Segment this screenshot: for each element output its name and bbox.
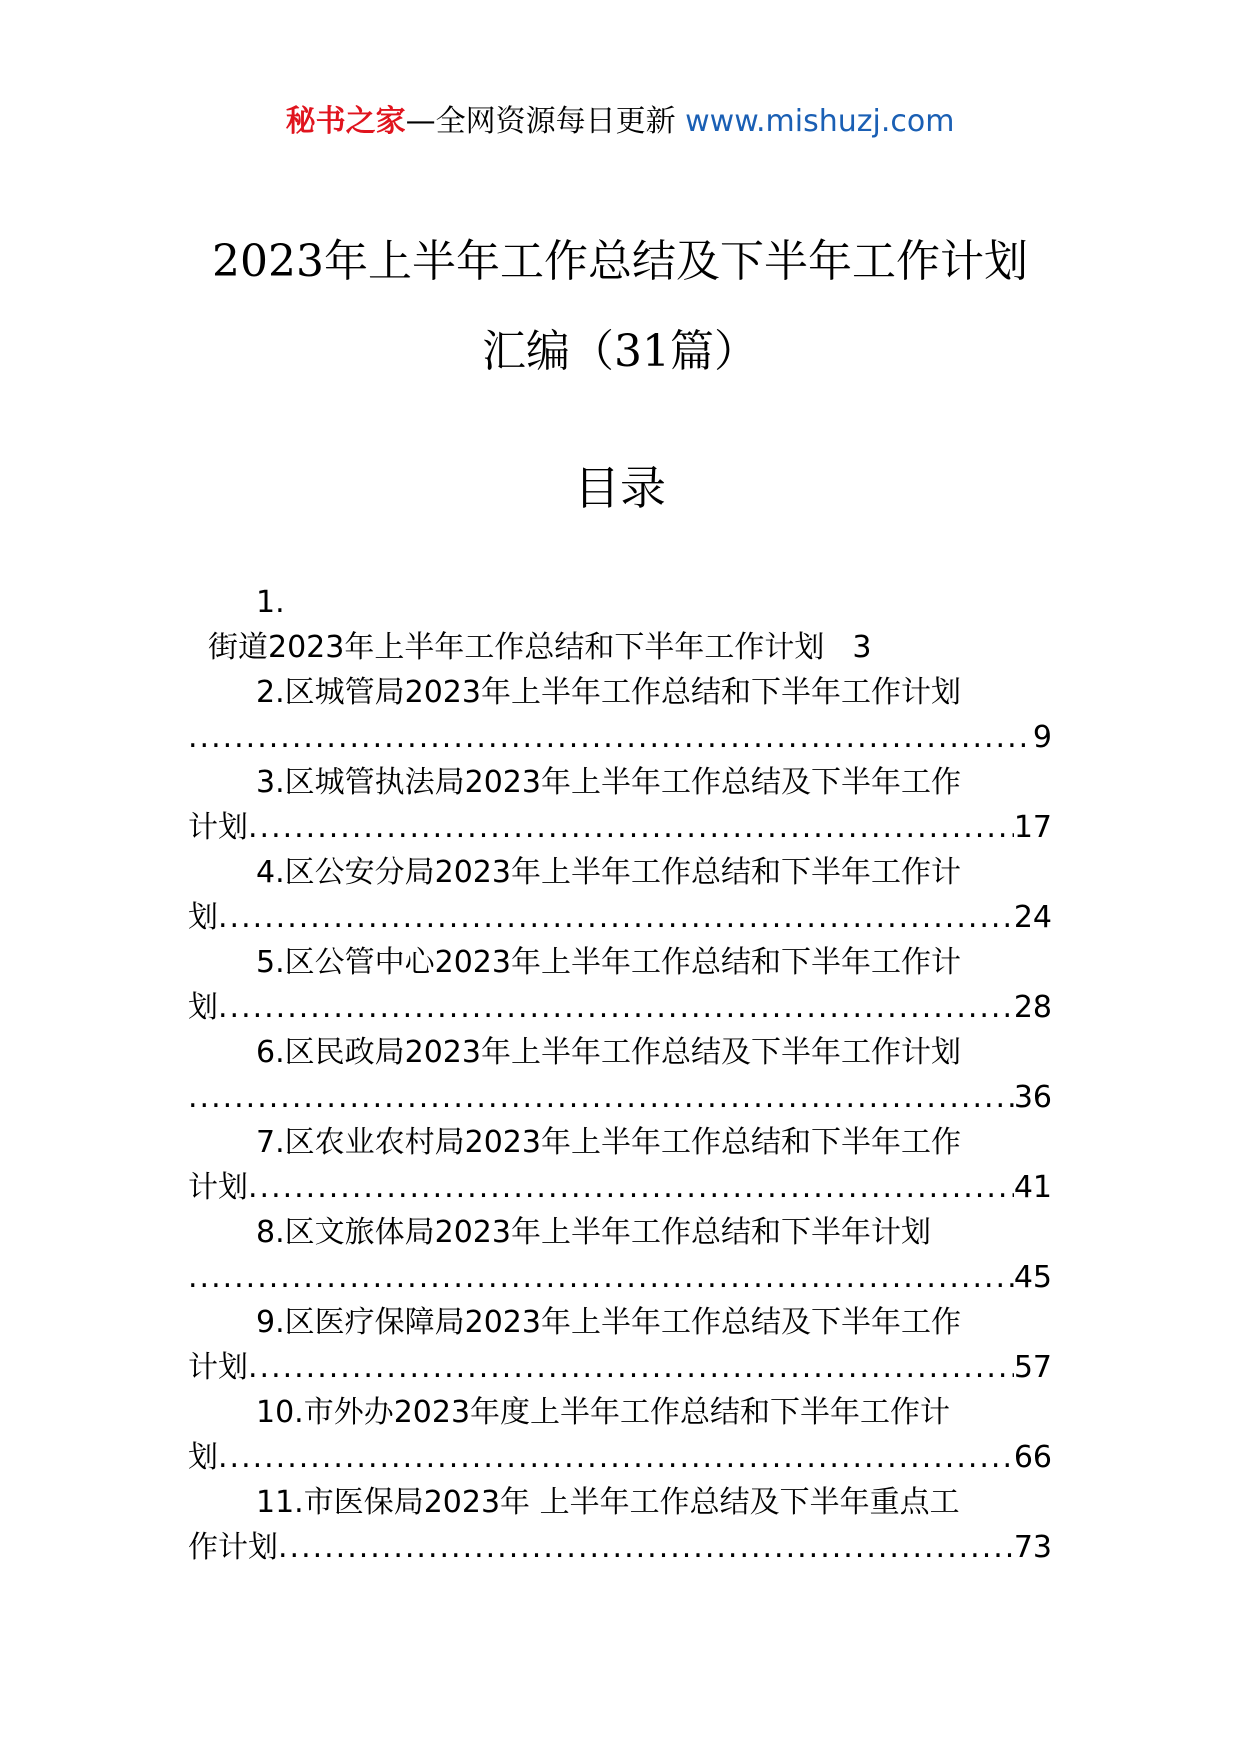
toc-entry-8-leader-line <box>188 1255 1052 1300</box>
toc-entry-page: 24 <box>1013 900 1052 935</box>
dot-leader <box>218 985 1014 1030</box>
toc-entry-8[interactable] <box>188 1210 1052 1255</box>
brand-name: 秘书之家 <box>285 104 406 139</box>
toc-entry-title: 2.区城管局2023年上半年工作总结和下半年工作计划 <box>256 675 961 710</box>
toc-entry-5[interactable] <box>188 940 1052 985</box>
toc-entry-page: 66 <box>1013 1440 1052 1475</box>
dot-leader <box>188 715 1033 760</box>
toc-entry-title-cont: 划 <box>188 900 218 935</box>
toc-heading: 目录 <box>574 461 666 515</box>
toc-entry-title-cont: 计划 <box>188 1350 248 1385</box>
toc-entry-title-cont: 划 <box>188 1440 218 1475</box>
toc-entry-5-leader-line <box>188 985 1052 1030</box>
toc-entry-title: 11.市医保局2023年 上半年工作总结及下半年重点工 <box>256 1485 960 1520</box>
header-tagline: —全网资源每日更新 <box>405 104 686 139</box>
dot-leader <box>248 805 1014 850</box>
title-line2-prefix: 汇编（ <box>482 326 614 377</box>
toc-entry-7[interactable] <box>188 1120 1052 1165</box>
toc-entry-1[interactable] <box>188 625 1052 670</box>
toc-entry-title: 4.区公安分局2023年上半年工作总结和下半年工作计 <box>256 855 961 890</box>
dot-leader <box>218 1435 1014 1480</box>
toc-entry-9[interactable] <box>188 1300 1052 1345</box>
toc-entry-title: 7.区农业农村局2023年上半年工作总结和下半年工作 <box>256 1125 961 1160</box>
site-header <box>0 102 1240 142</box>
toc-entry-page: 3 <box>852 630 872 665</box>
toc-entry-page: 36 <box>1013 1080 1052 1115</box>
toc-entry-6-leader-line <box>188 1075 1052 1120</box>
toc-entry-title-cont: 划 <box>188 990 218 1025</box>
title-line2-suffix: 篇） <box>670 326 758 377</box>
document-title-line-2 <box>0 322 1240 382</box>
toc-entry-6[interactable] <box>188 1030 1052 1075</box>
dot-leader <box>188 1075 1014 1120</box>
dot-leader <box>248 1345 1014 1390</box>
toc-entry-11-leader-line <box>188 1525 1052 1570</box>
toc-entry-title: 6.区民政局2023年上半年工作总结及下半年工作计划 <box>256 1035 961 1070</box>
toc-entry-10[interactable] <box>188 1390 1052 1435</box>
title-year: 2023 <box>212 236 324 287</box>
toc-entry-title: 9.区医疗保障局2023年上半年工作总结及下半年工作 <box>256 1305 961 1340</box>
toc-entry-page: 28 <box>1013 990 1052 1025</box>
table-of-contents <box>188 580 1052 1570</box>
toc-entry-title-cont: 作计划 <box>188 1530 278 1565</box>
toc-entry-2[interactable] <box>188 670 1052 715</box>
toc-entry-10-leader-line <box>188 1435 1052 1480</box>
title-line1-text: 年上半年工作总结及下半年工作计划 <box>323 236 1028 287</box>
toc-entry-page: 57 <box>1013 1350 1052 1385</box>
toc-entry-4-leader-line <box>188 895 1052 940</box>
toc-entry-page: 41 <box>1013 1170 1052 1205</box>
dot-leader <box>248 1165 1014 1210</box>
dot-leader <box>218 895 1014 940</box>
document-title-line-1 <box>0 232 1240 292</box>
toc-entry-7-leader-line <box>188 1165 1052 1210</box>
toc-entry-9-leader-line <box>188 1345 1052 1390</box>
toc-entry-page: 45 <box>1013 1260 1052 1295</box>
toc-entry-page: 73 <box>1013 1530 1052 1565</box>
toc-entry-2-leader-line <box>188 715 1052 760</box>
toc-entry-number: 1. <box>256 585 285 620</box>
toc-entry-title: 10.市外办2023年度上半年工作总结和下半年工作计 <box>256 1395 951 1430</box>
toc-entry-title: 3.区城管执法局2023年上半年工作总结及下半年工作 <box>256 765 961 800</box>
toc-entry-11[interactable] <box>188 1480 1052 1525</box>
toc-entry-title: 8.区文旅体局2023年上半年工作总结和下半年计划 <box>256 1215 931 1250</box>
dot-leader <box>278 1525 1014 1570</box>
toc-entry-1-number <box>188 580 1052 625</box>
toc-entry-title-cont: 计划 <box>188 1170 248 1205</box>
title-count: 31 <box>614 326 670 377</box>
toc-entry-title-cont: 计划 <box>188 810 248 845</box>
dot-leader <box>188 1255 1014 1300</box>
toc-entry-title: 街道2023年上半年工作总结和下半年工作计划 <box>208 630 825 665</box>
site-url-link[interactable]: www.mishuzj.com <box>685 104 955 139</box>
toc-entry-3[interactable] <box>188 760 1052 805</box>
toc-entry-page: 17 <box>1013 810 1052 845</box>
toc-entry-4[interactable] <box>188 850 1052 895</box>
toc-entry-3-leader-line <box>188 805 1052 850</box>
toc-entry-page: 9 <box>1032 720 1052 755</box>
toc-entry-title: 5.区公管中心2023年上半年工作总结和下半年工作计 <box>256 945 961 980</box>
